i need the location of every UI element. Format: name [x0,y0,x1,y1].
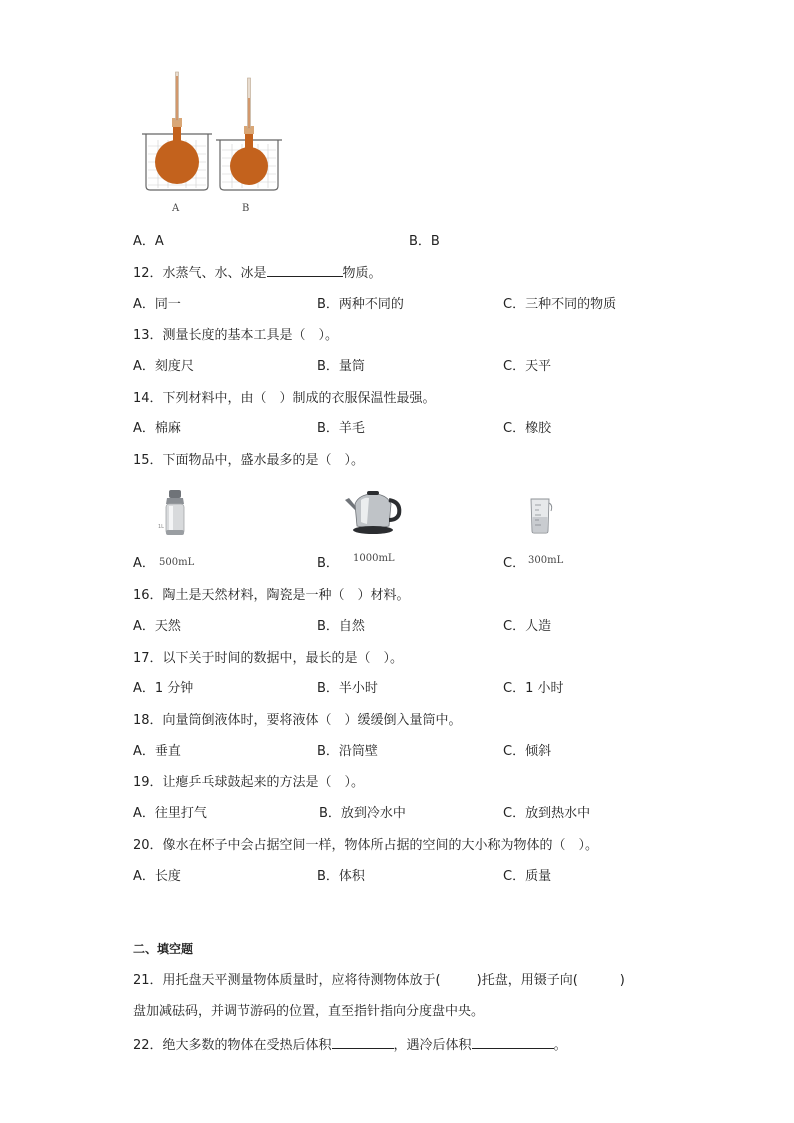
measuring-cup-image [527,495,553,535]
q15-option-a[interactable]: A． [133,556,155,571]
q15-option-b[interactable]: B． [317,556,339,571]
q13-option-b[interactable]: B．量筒 [317,359,365,374]
q19-stem: 19．让瘪乒乓球鼓起来的方法是（ ）。 [133,775,365,790]
q18-option-b[interactable]: B．沿筒壁 [317,744,378,759]
q22-blank-2[interactable] [472,1036,554,1049]
q12-option-c[interactable]: C．三种不同的物质 [503,297,617,312]
q20-option-b[interactable]: B．体积 [317,869,365,884]
q15-capacity-a: 500mL [159,557,195,568]
q14-option-a[interactable]: A．棉麻 [133,421,181,436]
q11-option-a[interactable]: A．A [133,234,164,249]
q20-stem: 20．像水在杯子中会占据空间一样，物体所占据的空间的大小称为物体的（ ）。 [133,838,599,853]
q18-option-c[interactable]: C．倾斜 [503,744,552,759]
q22-blank-1[interactable] [332,1036,394,1049]
q22-text-2: ，遇冷后体积 [393,1038,472,1053]
q16-stem: 16．陶土是天然材料，陶瓷是一种（ ）材料。 [133,588,410,603]
q12-blank[interactable] [267,264,343,277]
q17-option-c[interactable]: C．1 小时 [503,681,564,696]
q15-stem: 15．下面物品中，盛水最多的是（ ）。 [133,453,365,468]
q15-option-c[interactable]: C． [503,556,526,571]
q14-option-c[interactable]: C．橡胶 [503,421,552,436]
q21-text-b: )托盘，用镊子向( [476,973,578,988]
q13-option-c[interactable]: C．天平 [503,359,552,374]
q12-option-a[interactable]: A．同一 [133,297,181,312]
q12-option-b[interactable]: B．两种不同的 [317,297,404,312]
q11-option-b[interactable]: B．B [409,234,440,249]
q15-capacity-b: 1000mL [353,553,395,564]
thermos-bottle-image [158,488,192,538]
q17-stem: 17．以下关于时间的数据中，最长的是（ ）。 [133,651,404,666]
q18-option-a[interactable]: A．垂直 [133,744,181,759]
q14-stem: 14．下列材料中，由（ ）制成的衣服保温性最强。 [133,391,436,406]
q17-option-b[interactable]: B．半小时 [317,681,378,696]
flask-figure [136,70,286,195]
figure-label-a: A [172,203,180,214]
q13-stem: 13．测量长度的基本工具是（ ）。 [133,328,339,343]
flask-illustration [136,70,286,195]
q17-option-a[interactable]: A．1 分钟 [133,681,194,696]
q20-option-a[interactable]: A．长度 [133,869,181,884]
q15-capacity-c: 300mL [528,555,564,566]
q12-stem [133,264,382,283]
svg-text:1L: 1L [158,524,164,530]
q16-option-c[interactable]: C．人造 [503,619,552,634]
q18-stem: 18．向量筒倒液体时，要将液体（ ）缓缓倒入量筒中。 [133,713,462,728]
q16-option-b[interactable]: B．自然 [317,619,365,634]
q19-option-a[interactable]: A．往里打气 [133,806,207,821]
q19-option-c[interactable]: C．放到热水中 [503,806,591,821]
q12-stem-end: 物质。 [342,266,382,281]
q22-text-1: 22．绝大多数的物体在受热后体积 [133,1038,332,1053]
q20-option-c[interactable]: C．质量 [503,869,552,884]
q19-option-b[interactable]: B．放到冷水中 [319,806,406,821]
figure-label-b: B [242,203,250,214]
q22-text-3: 。 [553,1038,567,1053]
q16-option-a[interactable]: A．天然 [133,619,181,634]
q22-stem [133,1036,567,1055]
q21-text-c: ) [619,973,625,988]
electric-kettle-image [343,490,403,536]
q12-stem-text: 12．水蒸气、水、冰是 [133,266,267,281]
q21-text-a: 21．用托盘天平测量物体质量时，应将待测物体放于( [133,973,441,988]
section-title-fill-in: 二、填空题 [133,942,194,956]
q13-option-a[interactable]: A．刻度尺 [133,359,194,374]
q21-line1 [133,972,625,990]
q14-option-b[interactable]: B．羊毛 [317,421,365,436]
q21-line2: 盘加减砝码，并调节游码的位置，直至指针指向分度盘中央。 [133,1004,485,1019]
